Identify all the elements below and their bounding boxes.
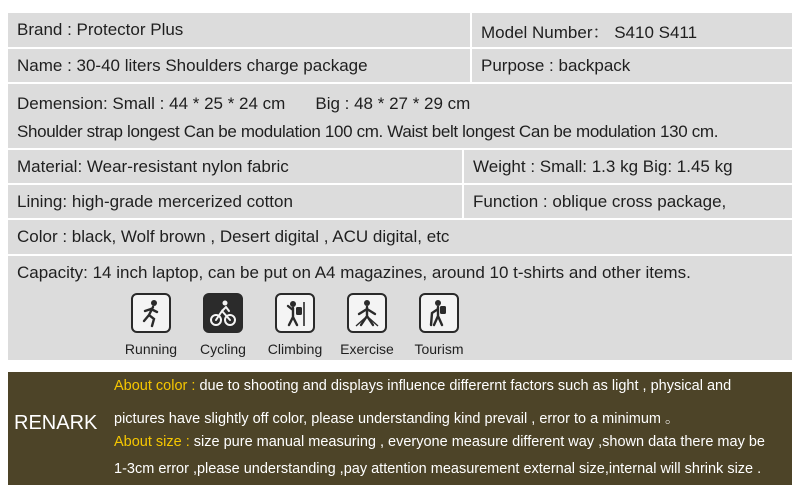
capacity-text: Capacity: 14 inch laptop, can be put on A4 magazines, around 10 t-shirts and other items. — [17, 263, 691, 282]
activity-label: Tourism — [414, 341, 464, 357]
name-cell: Name : 30-40 liters Shoulders charge package — [17, 55, 368, 75]
brand-cell: Brand : Protector Plus — [17, 20, 184, 39]
lining-cell: Lining: high-grade mercerized cotton — [17, 191, 293, 211]
spec-row-capacity — [8, 256, 792, 360]
activity-exercise — [331, 293, 403, 357]
exercise-icon — [347, 293, 387, 333]
activity-label: Climbing — [267, 341, 323, 357]
spec-row-dimension — [8, 84, 792, 150]
remark-panel — [8, 372, 792, 485]
activity-label: Exercise — [340, 341, 394, 357]
dimension-big: Big : 48 * 27 * 29 cm — [315, 94, 471, 113]
capacity-cell — [8, 256, 792, 360]
remark-title: RENARK — [14, 412, 98, 434]
about-size-text: size pure manual measuring , everyone measure different way ,shown data there may be — [189, 434, 765, 450]
about-color-line — [114, 378, 731, 394]
activity-icons — [115, 293, 792, 357]
spec-table — [8, 13, 792, 360]
activity-label: Running — [124, 341, 178, 357]
climbing-icon — [275, 293, 315, 333]
spec-row-name — [8, 49, 792, 84]
dimension-cell — [8, 84, 792, 148]
strap-note: Shoulder strap longest Can be modulation 100 cm. Waist belt longest Can be modulation 130 cm. — [17, 122, 719, 141]
activity-climbing — [259, 293, 331, 357]
activity-running — [115, 293, 187, 357]
running-icon — [131, 293, 171, 333]
about-color-text: due to shooting and displays influence differernt factors such as light , physical and — [195, 378, 732, 394]
activity-label: Cycling — [200, 341, 246, 357]
spec-row-brand — [8, 13, 792, 49]
model-number-cell: Model Number： S410 S411 — [470, 13, 792, 47]
about-size-line — [114, 434, 765, 450]
spec-row-lining — [8, 185, 792, 220]
cycling-icon — [203, 293, 243, 333]
purpose-cell: Purpose : backpack — [470, 49, 792, 82]
spec-row-material — [8, 150, 792, 185]
dimension-line — [17, 90, 792, 118]
about-color-line-2: pictures have slightly off color, please understanding kind prevail , error to a minimum 。 — [114, 411, 680, 427]
weight-cell: Weight : Small: 1.3 kg Big: 1.45 kg — [462, 150, 792, 183]
color-cell: Color : black, Wolf brown , Desert digital , ACU digital, etc — [17, 227, 450, 246]
about-size-line-2: 1-3cm error ,please understanding ,pay attention measurement external size,internal will shrink size . — [114, 461, 762, 477]
activity-tourism — [403, 293, 475, 357]
spec-row-color — [8, 220, 792, 256]
function-cell: Function : oblique cross package, — [462, 185, 792, 218]
activity-cycling — [187, 293, 259, 357]
material-cell: Material: Wear-resistant nylon fabric — [17, 156, 289, 176]
tourism-icon — [419, 293, 459, 333]
about-color-label: About color : — [114, 378, 196, 394]
dimension-small: Demension: Small : 44 * 25 * 24 cm — [17, 94, 286, 113]
about-size-label: About size : — [114, 434, 190, 450]
